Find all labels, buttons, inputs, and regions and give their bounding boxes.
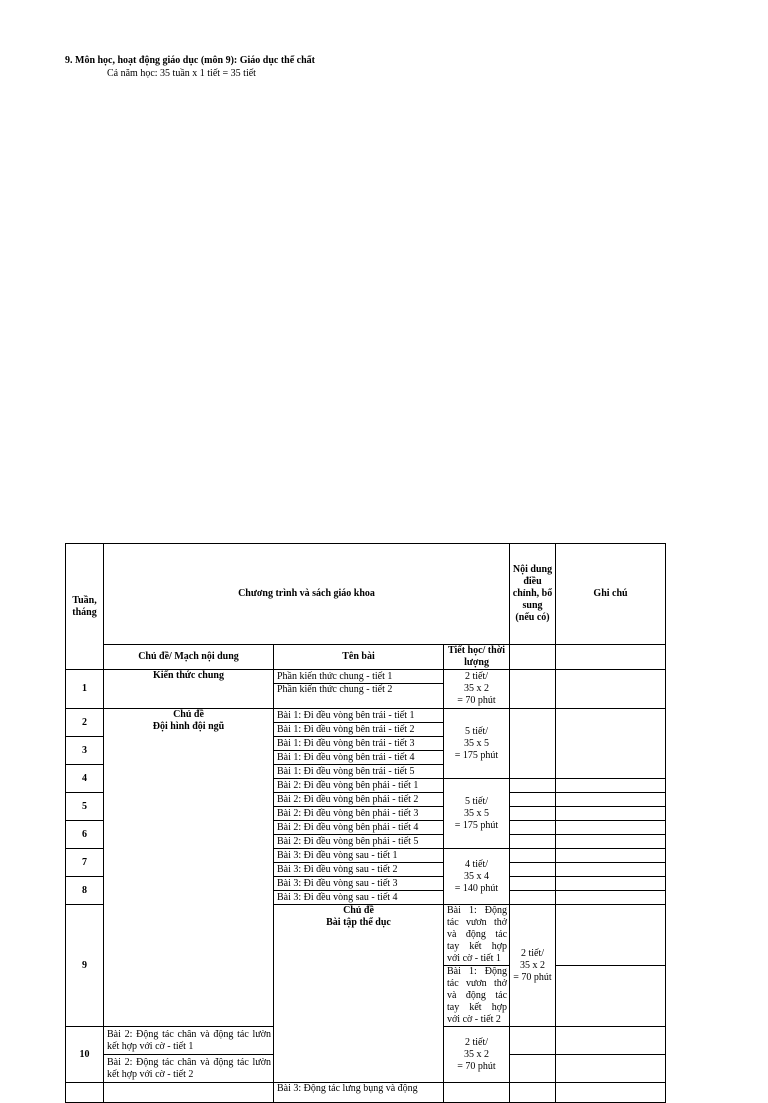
period-line: 2 tiết/ (520, 947, 545, 959)
adjust-cell (510, 835, 556, 849)
section-title: 9. Môn học, hoạt động giáo dục (môn 9): Giáo dục thể chất (65, 55, 316, 66)
period-line: 5 tiết/ (464, 725, 489, 737)
adjust-cell (556, 905, 666, 966)
adjust-cell (510, 779, 556, 793)
week-cell: 4 (66, 765, 104, 793)
lesson-cell: Bài 2: Đi đều vòng bên phải - tiết 5 (274, 835, 444, 849)
note-cell (556, 1055, 666, 1083)
note-cell (556, 670, 666, 709)
period-line: 35 x 4 (464, 870, 489, 882)
week-cell (66, 1083, 104, 1103)
adjust-cell (510, 709, 556, 779)
week-cell: 9 (66, 905, 104, 1027)
period-cell (444, 709, 510, 779)
adjust-cell (510, 821, 556, 835)
lesson-cell: Bài 2: Động tác chân và động tác lườn kết hợp với cờ - tiết 2 (104, 1055, 274, 1083)
adjust-cell (510, 1083, 556, 1103)
week-cell: 8 (66, 877, 104, 905)
lesson-cell: Bài 1: Đi đều vòng bên trái - tiết 1 (274, 709, 444, 723)
note-cell (556, 877, 666, 891)
week-cell: 5 (66, 793, 104, 821)
note-cell (556, 821, 666, 835)
topic-label: Chủ đề (343, 905, 374, 916)
plan-table (65, 543, 666, 1103)
lesson-cell: Bài 2: Đi đều vòng bên phải - tiết 3 (274, 807, 444, 821)
note-cell (556, 1027, 666, 1055)
col-note-header: Ghi chú (556, 544, 666, 645)
period-line: 35 x 2 (464, 1048, 489, 1060)
lesson-cell: Bài 3: Đi đều vòng sau - tiết 3 (274, 877, 444, 891)
topic-cell (274, 905, 444, 1083)
lesson-cell: Bài 1: Đi đều vòng bên trái - tiết 5 (274, 765, 444, 779)
adjust-cell (510, 863, 556, 877)
section-subtitle: Cả năm học: 35 tuần x 1 tiết = 35 tiết (107, 68, 256, 79)
week-cell: 7 (66, 849, 104, 877)
note-cell (556, 807, 666, 821)
period-line: 35 x 2 (520, 959, 546, 971)
period-line: 35 x 5 (464, 737, 489, 749)
lesson-cell: Bài 3: Đi đều vòng sau - tiết 1 (274, 849, 444, 863)
note-cell (556, 849, 666, 863)
adjust-cell (510, 877, 556, 891)
lesson-cell: Bài 2: Động tác chân và động tác lườn kết hợp với cờ - tiết 1 (104, 1027, 274, 1055)
note-cell (556, 835, 666, 849)
sub-lesson-header: Tên bài (274, 645, 444, 670)
period-line: = 70 phút (457, 695, 496, 706)
adjust-cell (510, 1027, 556, 1055)
lesson-cell: Bài 2: Đi đều vòng bên phải - tiết 4 (274, 821, 444, 835)
period-line: 4 tiết/ (464, 858, 489, 870)
period-line: 2 tiết/ (464, 1036, 489, 1048)
lesson-cell: Bài 3: Động tác lưng bụng và động (274, 1083, 444, 1103)
period-line: = 140 phút (454, 882, 499, 894)
topic-cell: Kiến thức chung (104, 670, 274, 709)
period-cell (444, 670, 510, 709)
period-line: 5 tiết/ (464, 795, 489, 807)
topic-label: Bài tập thể dục (326, 917, 391, 928)
topic-label: Đội hình đội ngũ (152, 721, 225, 732)
adjust-cell (510, 670, 556, 709)
lesson-cell: Bài 1: Động tác vươn thở và động tác tay kết hợp với cờ - tiết 1 (444, 905, 510, 966)
adjust-cell (510, 1055, 556, 1083)
period-line: = 70 phút (457, 1060, 496, 1072)
week-cell: 1 (66, 670, 104, 709)
period-cell (510, 905, 556, 1027)
lesson-cell: Phần kiến thức chung - tiết 1 (274, 670, 444, 684)
period-line: = 175 phút (454, 819, 499, 831)
period-line: = 70 phút (513, 971, 552, 983)
col-week-header: Tuần, tháng (66, 544, 104, 670)
period-line: 2 tiết/ (464, 671, 489, 682)
topic-cell (104, 1083, 274, 1103)
period-cell (444, 849, 510, 905)
sub-topic-header: Chủ đề/ Mạch nội dung (104, 645, 274, 670)
lesson-cell: Bài 2: Đi đều vòng bên phải - tiết 2 (274, 793, 444, 807)
period-line: 35 x 2 (464, 683, 489, 694)
week-cell: 10 (66, 1027, 104, 1083)
col-adjust-header: Nội dung điều chỉnh, bổ sung (nếu có) (510, 544, 556, 645)
note-cell (556, 863, 666, 877)
col-program-header: Chương trình và sách giáo khoa (104, 544, 510, 645)
note-cell (556, 709, 666, 779)
lesson-cell: Bài 1: Đi đều vòng bên trái - tiết 3 (274, 737, 444, 751)
week-cell: 2 (66, 709, 104, 737)
adjust-cell (510, 849, 556, 863)
plan-table-wrapper (65, 543, 666, 1103)
note-cell (556, 793, 666, 807)
adjust-cell (510, 645, 556, 670)
topic-label: Chủ đề (173, 709, 204, 720)
adjust-cell (510, 793, 556, 807)
period-line: = 175 phút (454, 749, 499, 761)
note-cell (556, 645, 666, 670)
lesson-cell: Bài 3: Đi đều vòng sau - tiết 2 (274, 863, 444, 877)
lesson-cell: Bài 3: Đi đều vòng sau - tiết 4 (274, 891, 444, 905)
period-cell (444, 1083, 510, 1103)
note-cell (556, 779, 666, 793)
sub-period-header: Tiết học/ thời lượng (444, 645, 510, 670)
adjust-cell (510, 807, 556, 821)
lesson-cell: Phần kiến thức chung - tiết 2 (274, 684, 444, 709)
lesson-cell: Bài 1: Đi đều vòng bên trái - tiết 2 (274, 723, 444, 737)
period-line: 35 x 5 (464, 807, 489, 819)
period-cell (444, 779, 510, 849)
lesson-cell: Bài 1: Động tác vươn thở và động tác tay kết hợp với cờ - tiết 2 (444, 966, 510, 1027)
note-cell (556, 1083, 666, 1103)
adjust-cell (510, 891, 556, 905)
lesson-cell: Bài 1: Đi đều vòng bên trái - tiết 4 (274, 751, 444, 765)
topic-cell (104, 709, 274, 1027)
period-cell (444, 1027, 510, 1083)
note-cell (556, 891, 666, 905)
adjust-cell (556, 966, 666, 1027)
week-cell: 3 (66, 737, 104, 765)
week-cell: 6 (66, 821, 104, 849)
lesson-cell: Bài 2: Đi đều vòng bên phải - tiết 1 (274, 779, 444, 793)
